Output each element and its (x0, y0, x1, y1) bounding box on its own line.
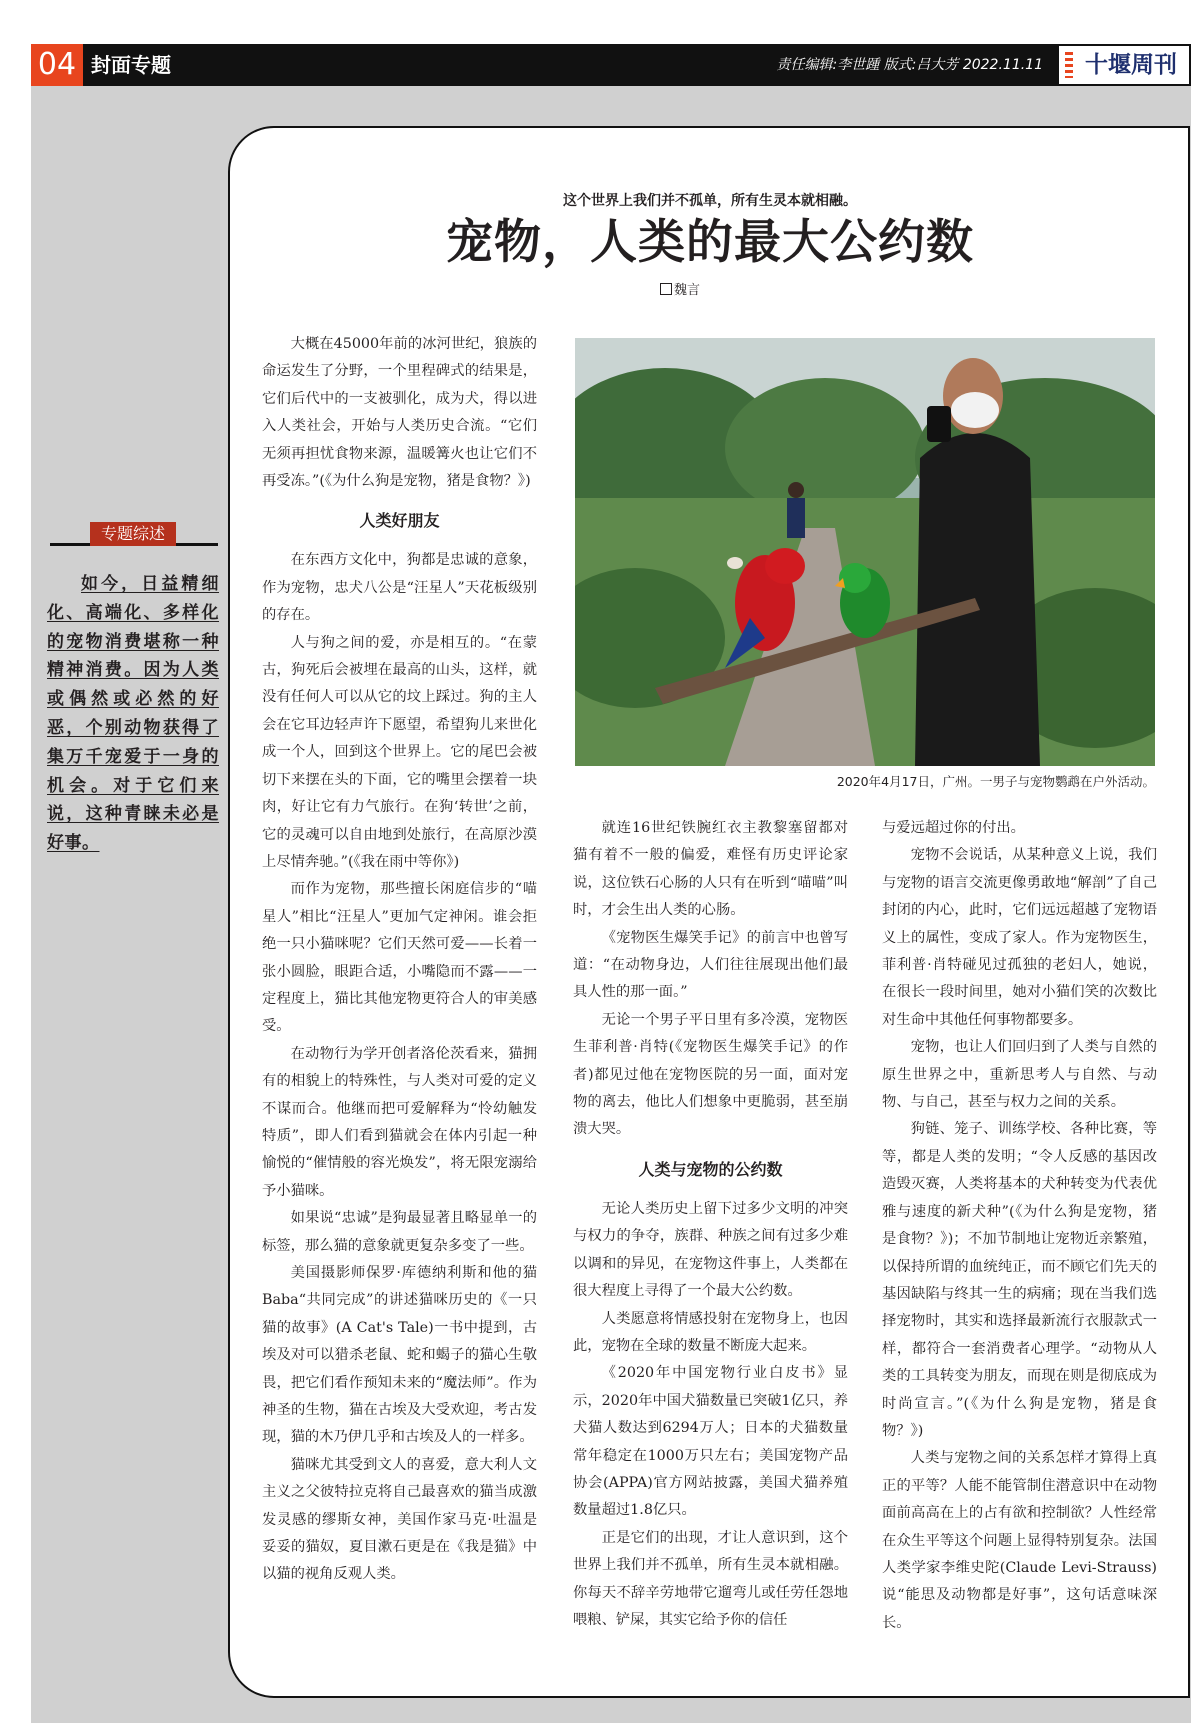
paragraph: 人与狗之间的爱，亦是相互的。“在蒙古，狗死后会被埋在最高的山头，这样，就没有任何人可以从它的坟上踩过。狗的主人会在它耳边轻声许下愿望，希望狗儿来世化成一个人，回到这个世界上。它的尾巴会被切下来摆在头的下面，它的嘴里会摆着一块肉，好让它有力气旅行。在狗‘转世’之前，它的灵魂可以自由地到处旅行，在高原沙漠上尽情奔驰。”(《我在雨中等你》) (262, 634, 537, 870)
paragraph: 宠物不会说话，从某种意义上说，我们与宠物的语言交流更像勇敢地“解剖”了自己封闭的内心，此时，它们远远超越了宠物语义上的属性，变成了家人。作为宠物医生，菲利普·肖特碰见过孤独的老妇人，她说，在很长一段时间里，她对小猫们笑的次数比对生命中其他任何事物都要多。 (882, 847, 1157, 1028)
paragraph: 无论人类历史上留下过多少文明的冲突与权力的争夺，族群、种族之间有过多少难以调和的异见，在宠物这件事上，人类都在很大程度上寻得了一个最大公约数。 (573, 1200, 848, 1300)
section-name: 封面专题 (91, 53, 171, 77)
paragraph: 人类与宠物之间的关系怎样才算得上真正的平等？人能不能管制住潜意识中在动物面前高高在上的占有欲和控制欲？人性经常在众生平等这个问题上显得特别复杂。法国人类学家李维史陀(Claude Levi-Strauss)说“能思及动物都是好事”，这句话意味深长。 (882, 1450, 1157, 1631)
paragraph: 在东西方文化中，狗都是忠诚的意象，作为宠物，忠犬八公是“汪星人”天花板级别的存在。 (262, 552, 537, 624)
subheading: 人类好朋友 (359, 511, 440, 531)
brand-logo (1057, 44, 1191, 86)
paragraph: 大概在45000年前的冰河世纪，狼族的命运发生了分野，一个里程碑式的结果是，它们后代中的一支被驯化，成为犬，得以进入人类社会，开始与人类历史合流。“它们无须再担忧食物来源，温暖篝火也让它们不再受冻。”(《为什么狗是宠物，猪是食物？》) (262, 336, 537, 490)
paragraph: 《2020年中国宠物行业白皮书》显示，2020年中国犬猫数量已突破1亿只，养犬猫人数达到6294万人；日本的犬猫数量常年稳定在1000万只左右；美国宠物产品协会(APPA)官方网站披露，美国犬猫养殖数量超过1.8亿只。 (573, 1365, 848, 1519)
article-column-3 (882, 815, 1157, 1637)
paragraph: 与爱远超过你的付出。 (882, 820, 1025, 836)
paragraph: 正是它们的出现，才让人意识到，这个世界上我们并不孤单，所有生灵本就相融。你每天不辞辛劳地带它遛弯儿或任劳任怨地喂粮、铲屎，其实它给予你的信任 (573, 1529, 848, 1628)
byline-box-icon (660, 283, 672, 295)
paragraph: 就连16世纪铁腕红衣主教黎塞留都对猫有着不一般的偏爱，难怪有历史评论家说，这位铁石心肠的人只有在听到“喵喵”叫时，才会生出人类的心肠。 (573, 820, 848, 919)
page-number: 04 (31, 44, 83, 86)
paragraph: 《宠物医生爆笑手记》的前言中也曾写道：“在动物身边，人们往往展现出他们最具人性的那一面。” (573, 929, 848, 1001)
sidebar-summary (47, 570, 219, 858)
article-title: 宠物，人类的最大公约数 (446, 215, 974, 270)
sidebar-tag: 专题综述 (90, 522, 176, 546)
paragraph: 猫咪尤其受到文人的喜爱，意大利人文主义之父彼特拉克将自己最喜欢的猫当成激发灵感的缪斯女神，美国作家马克·吐温是妥妥的猫奴，夏目漱石更是在《我是猫》中以猫的视角反观人类。 (262, 1456, 537, 1583)
photo-parrots-park-illustration (575, 338, 1155, 766)
article-column-2 (573, 815, 848, 1634)
photo-caption: 2020年4月17日，广州。一男子与宠物鹦鹉在户外活动。 (836, 774, 1155, 789)
paragraph: 而作为宠物，那些擅长闲庭信步的“喵星人”相比“汪星人”更加气定神闲。谁会拒绝一只小猫咪呢？它们天然可爱——长着一张小圆脸，眼距合适，小嘴隐而不露——一定程度上，猫比其他宠物更符合人的审美感受。 (262, 881, 537, 1035)
paragraph: 美国摄影师保罗·库德纳利斯和他的猫Baba“共同完成”的讲述猫咪历史的《一只猫的故事》(A Cat's Tale)一书中提到，古埃及对可以猎杀老鼠、蛇和蝎子的猫心生敬畏，把它们看作预知未来的“魔法师”。作为神圣的生物，猫在古埃及大受欢迎，考古发现，猫的木乃伊几乎和古埃及人的一样多。 (262, 1265, 537, 1446)
article-column-1 (262, 331, 537, 1589)
editor-credits: 责任编辑:李世踵 版式:吕大芳 2022.11.11 (776, 57, 1043, 73)
brand-stripes-icon (1065, 52, 1073, 78)
article-kicker: 这个世界上我们并不孤单，所有生灵本就相融。 (563, 193, 857, 209)
paragraph: 宠物，也让人们回归到了人类与自然的原生世界之中，重新思考人与自然、与动物、与自己，甚至与权力之间的关系。 (882, 1039, 1157, 1111)
author-name: 魏言 (674, 283, 701, 298)
paragraph: 在动物行为学开创者洛伦茨看来，猫拥有的相貌上的特殊性，与人类对可爱的定义不谋而合。他继而把可爱解释为“怜幼触发特质”，即人们看到猫就会在体内引起一种愉悦的“催情般的容光焕发”，将无限宠溺给予小猫咪。 (262, 1045, 537, 1199)
byline (660, 279, 700, 298)
paragraph: 人类愿意将情感投射在宠物身上，也因此，宠物在全球的数量不断庞大起来。 (573, 1310, 848, 1354)
subheading: 人类与宠物的公约数 (638, 1159, 783, 1179)
paragraph: 如果说“忠诚”是狗最显著且略显单一的标签，那么猫的意象就更复杂多变了一些。 (262, 1210, 537, 1254)
page-header (31, 44, 1191, 86)
article-photo (575, 338, 1155, 766)
brand-name: 十堰周刊 (1085, 51, 1177, 78)
sidebar-summary-text: 如今，日益精细化、高端化、多样化的宠物消费堪称一种精神消费。因为人类或偶然或必然的好恶，个别动物获得了集万千宠爱于一身的机会。对于它们来说，这种青睐未必是好事。 (47, 574, 219, 854)
paragraph: 狗链、笼子、训练学校、各种比赛，等等，都是人类的发明；“令人反感的基因改造毁灭赛，人类将基本的犬种转变为代表优雅与速度的新犬种”(《为什么狗是宠物，猪是食物？》)；不加节制地让宠物近亲繁殖，以保持所谓的血统纯正，而不顾它们先天的基因缺陷与终其一生的病痛；现在当我们选择宠物时，其实和选择最新流行衣服款式一样，都符合一套消费者心理学。“动物从人类的工具转变为朋友，而现在则是彻底成为时尚宣言。”(《为什么狗是宠物，猪是食物？》) (882, 1121, 1157, 1439)
paragraph: 无论一个男子平日里有多冷漠，宠物医生菲利普·肖特(《宠物医生爆笑手记》的作者)都见过他在宠物医院的另一面，面对宠物的离去，他比人们想象中更脆弱，甚至崩溃大哭。 (573, 1011, 848, 1138)
